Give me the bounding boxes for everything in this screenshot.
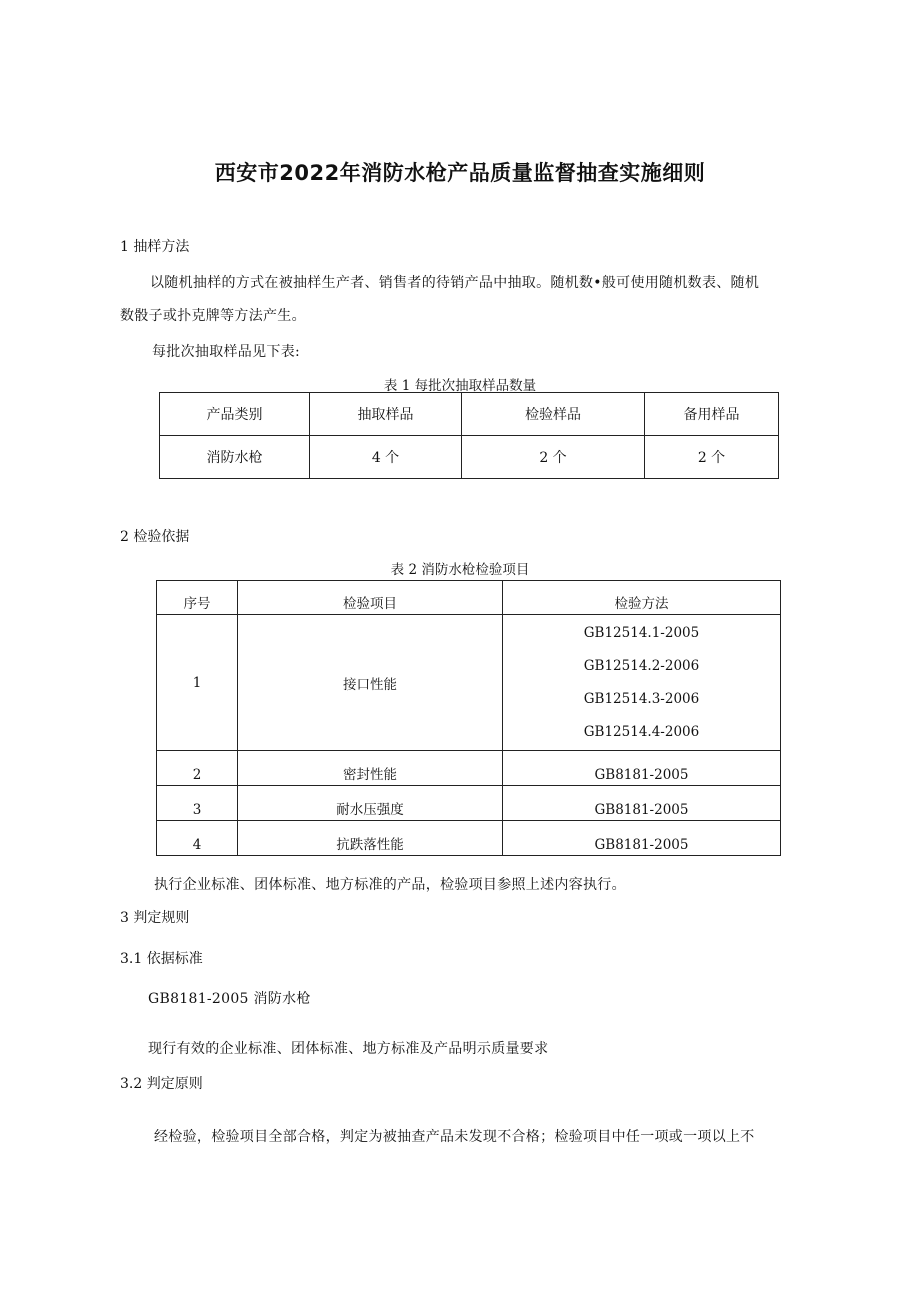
method-standard: GB12514.1-2005 bbox=[583, 624, 700, 641]
section-1-paragraph-2: 每批次抽取样品见下表: bbox=[152, 344, 301, 360]
method-standard: GB12514.2-2006 bbox=[583, 657, 700, 674]
table-row bbox=[157, 615, 781, 751]
section-3-1-line-1: GB8181-2005 消防水枪 bbox=[148, 991, 311, 1007]
section-3-1-line-2: 现行有效的企业标准、团体标准、地方标准及产品明示质量要求 bbox=[148, 1041, 549, 1057]
table-row bbox=[157, 786, 781, 821]
page-title: 西安市2022年消防水枪产品质量监督抽查实施细则 bbox=[214, 161, 706, 185]
section-3-2-heading: 3.2 判定原则 bbox=[120, 1076, 203, 1092]
header-cell: 序号 bbox=[157, 581, 238, 615]
table-cell: 2 个 bbox=[645, 436, 779, 479]
table-cell: 消防水枪 bbox=[160, 436, 310, 479]
section-2-note: 执行企业标准、团体标准、地方标准的产品，检验项目参照上述内容执行。 bbox=[154, 877, 626, 893]
row-number: 2 bbox=[157, 751, 238, 786]
method-standard: GB12514.3-2006 bbox=[583, 690, 700, 707]
section-2-heading: 2 检验依据 bbox=[120, 529, 190, 545]
table-2-caption: 表 2 消防水枪检验项目 bbox=[390, 562, 530, 578]
section-1-paragraph-line-1: 以随机抽样的方式在被抽样生产者、销售者的待销产品中抽取。随机数•般可使用随机数表、随机 bbox=[150, 275, 760, 291]
method-standard: GB8181-2005 bbox=[503, 751, 781, 786]
section-3-2-line-1: 经检验，检验项目全部合格，判定为被抽查产品未发现不合格；检验项目中任一项或一项以上不 bbox=[154, 1129, 755, 1145]
method-standard: GB8181-2005 bbox=[503, 821, 781, 856]
header-cell: 备用样品 bbox=[645, 393, 779, 436]
table-row bbox=[157, 751, 781, 786]
section-3-heading: 3 判定规则 bbox=[120, 910, 190, 926]
table-header-row bbox=[160, 393, 779, 436]
method-standard: GB12514.4-2006 bbox=[583, 723, 700, 740]
row-number: 4 bbox=[157, 821, 238, 856]
table-cell: 2 个 bbox=[462, 436, 645, 479]
header-cell: 检验方法 bbox=[503, 581, 781, 615]
row-number: 3 bbox=[157, 786, 238, 821]
header-cell: 检验样品 bbox=[462, 393, 645, 436]
sample-quantity-table bbox=[159, 392, 779, 479]
inspection-methods bbox=[503, 615, 781, 751]
method-standard: GB8181-2005 bbox=[503, 786, 781, 821]
inspection-items-table bbox=[156, 580, 781, 856]
table-row bbox=[157, 821, 781, 856]
inspection-item: 接口性能 bbox=[238, 615, 503, 751]
table-header-row bbox=[157, 581, 781, 615]
inspection-item: 耐水压强度 bbox=[238, 786, 503, 821]
header-cell: 抽取样品 bbox=[310, 393, 462, 436]
table-row bbox=[160, 436, 779, 479]
inspection-item: 抗跌落性能 bbox=[238, 821, 503, 856]
section-3-1-heading: 3.1 依据标准 bbox=[120, 951, 203, 967]
header-cell: 产品类别 bbox=[160, 393, 310, 436]
header-cell: 检验项目 bbox=[238, 581, 503, 615]
section-1-heading: 1 抽样方法 bbox=[120, 239, 190, 255]
table-1-caption: 表 1 每批次抽取样品数量 bbox=[383, 378, 537, 394]
inspection-item: 密封性能 bbox=[238, 751, 503, 786]
row-number: 1 bbox=[157, 615, 238, 751]
table-cell: 4 个 bbox=[310, 436, 462, 479]
section-1-paragraph-line-2: 数骰子或扑克牌等方法产生。 bbox=[120, 308, 306, 324]
